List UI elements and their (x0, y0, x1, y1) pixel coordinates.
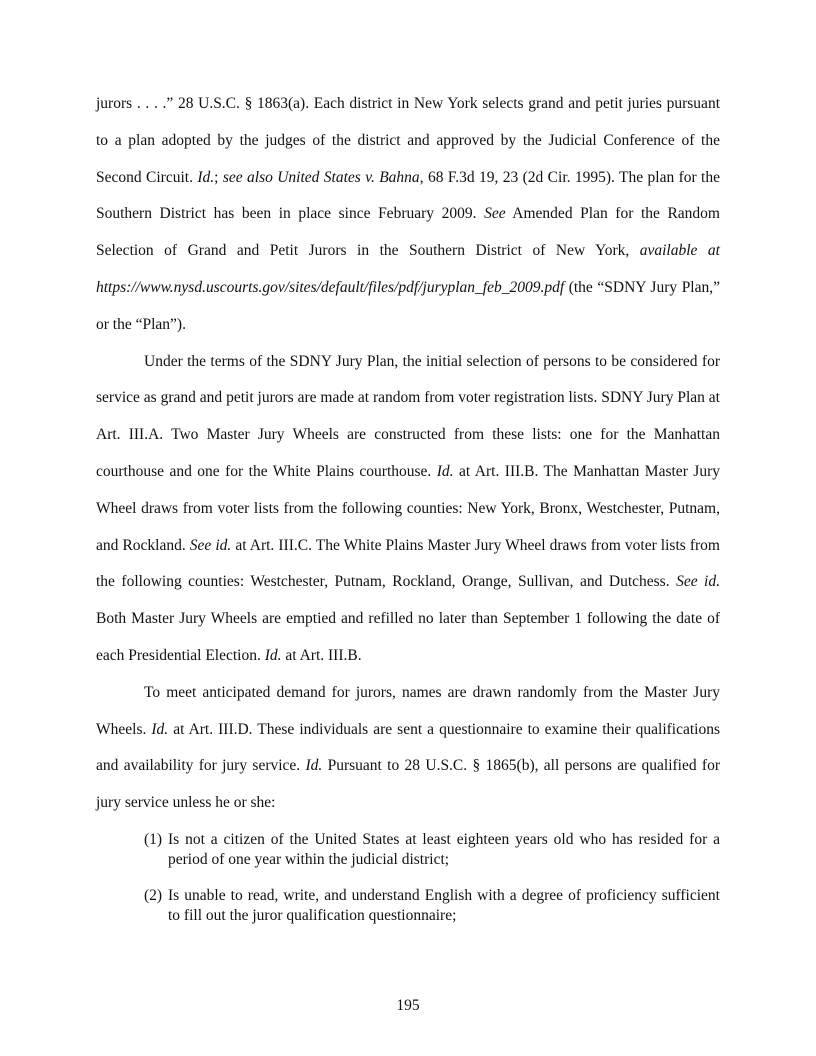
text-run: at Art. III.B. (281, 646, 362, 664)
italic-citation: See id. (676, 573, 720, 591)
text-run: Amended Plan for the Random Selection of Grand and Petit Jurors in the Southern District of New York, (96, 205, 720, 260)
italic-citation: Id. (151, 720, 169, 738)
text-run: (the “SDNY Jury Plan,” or the “Plan”). (96, 278, 720, 333)
italic-url: available at https://www.nysd.uscourts.gov/sites/default/files/pdf/juryplan_feb_2009.pdf (96, 242, 720, 296)
list-item-text: Is not a citizen of the United States at least eighteen years old who has resided for a period of one year within the judicial district; (168, 831, 720, 868)
list-item-text: Is unable to read, write, and understand English with a degree of proficiency sufficient to fill out the juror qualification questionnaire; (168, 887, 720, 924)
text-run: at Art. III.C. The White Plains Master Jury Wheel draws from voter lists from the following counties: Westchester, Putnam, Rockland, Orange, Sullivan, and Dutchess. (96, 536, 720, 591)
paragraph-3 (96, 675, 720, 822)
list-item (144, 830, 720, 870)
list-item-number: (1) (144, 831, 163, 848)
italic-citation: Id. (197, 168, 215, 186)
text-run: Under the terms of the SDNY Jury Plan, the initial selection of persons to be considered for service as grand and petit jurors are made at random from voter registration lists. SDNY Jury Plan at Art. III.A. Two Master Jury Wheels are constructed from these lists: one for the Manhattan courthouse and one for the White Plains courthouse. (96, 352, 720, 480)
italic-signal: See (484, 205, 506, 223)
qualification-list (144, 830, 720, 942)
text-run: Pursuant to 28 U.S.C. § 1865(b), all persons are qualified for jury service unless he or she: (96, 757, 720, 812)
text-run: at Art. III.D. These individuals are sent a questionnaire to examine their qualifications and availability for jury service. (96, 720, 721, 775)
list-item (144, 886, 720, 926)
text-run: , 68 F.3d 19, 23 (2d Cir. 1995). The plan for the Southern District has been in place since February 2009. (96, 168, 720, 223)
italic-citation: see also United States v. Bahna (222, 168, 420, 186)
paragraph-2 (96, 344, 720, 675)
text-run: at Art. III.B. The Manhattan Master Jury Wheel draws from voter lists from the following counties: New York, Bronx, Westchester, Putnam, and Rockland. (96, 462, 720, 554)
text-run: To meet anticipated demand for jurors, names are drawn randomly from the Master Jury Wheels. (96, 683, 720, 738)
paragraph-1 (96, 86, 720, 344)
text-run: Both Master Jury Wheels are emptied and refilled no later than September 1 following the date of each Presidential Election. (96, 610, 720, 664)
body-text (96, 86, 720, 822)
text-run: ; (214, 168, 223, 186)
text-run: jurors . . . .” 28 U.S.C. § 1863(a). Each district in New York selects grand and petit juries pursuant to a plan adopted by the judges of the district and approved by the Judicial Conference of the Second Circuit. (96, 95, 720, 186)
italic-citation: Id. (305, 757, 323, 775)
italic-citation: See id. (189, 536, 232, 554)
italic-citation: Id. (264, 646, 282, 664)
italic-citation: Id. (436, 462, 454, 480)
list-item-number: (2) (144, 887, 163, 904)
page-number: 195 (396, 997, 420, 1014)
